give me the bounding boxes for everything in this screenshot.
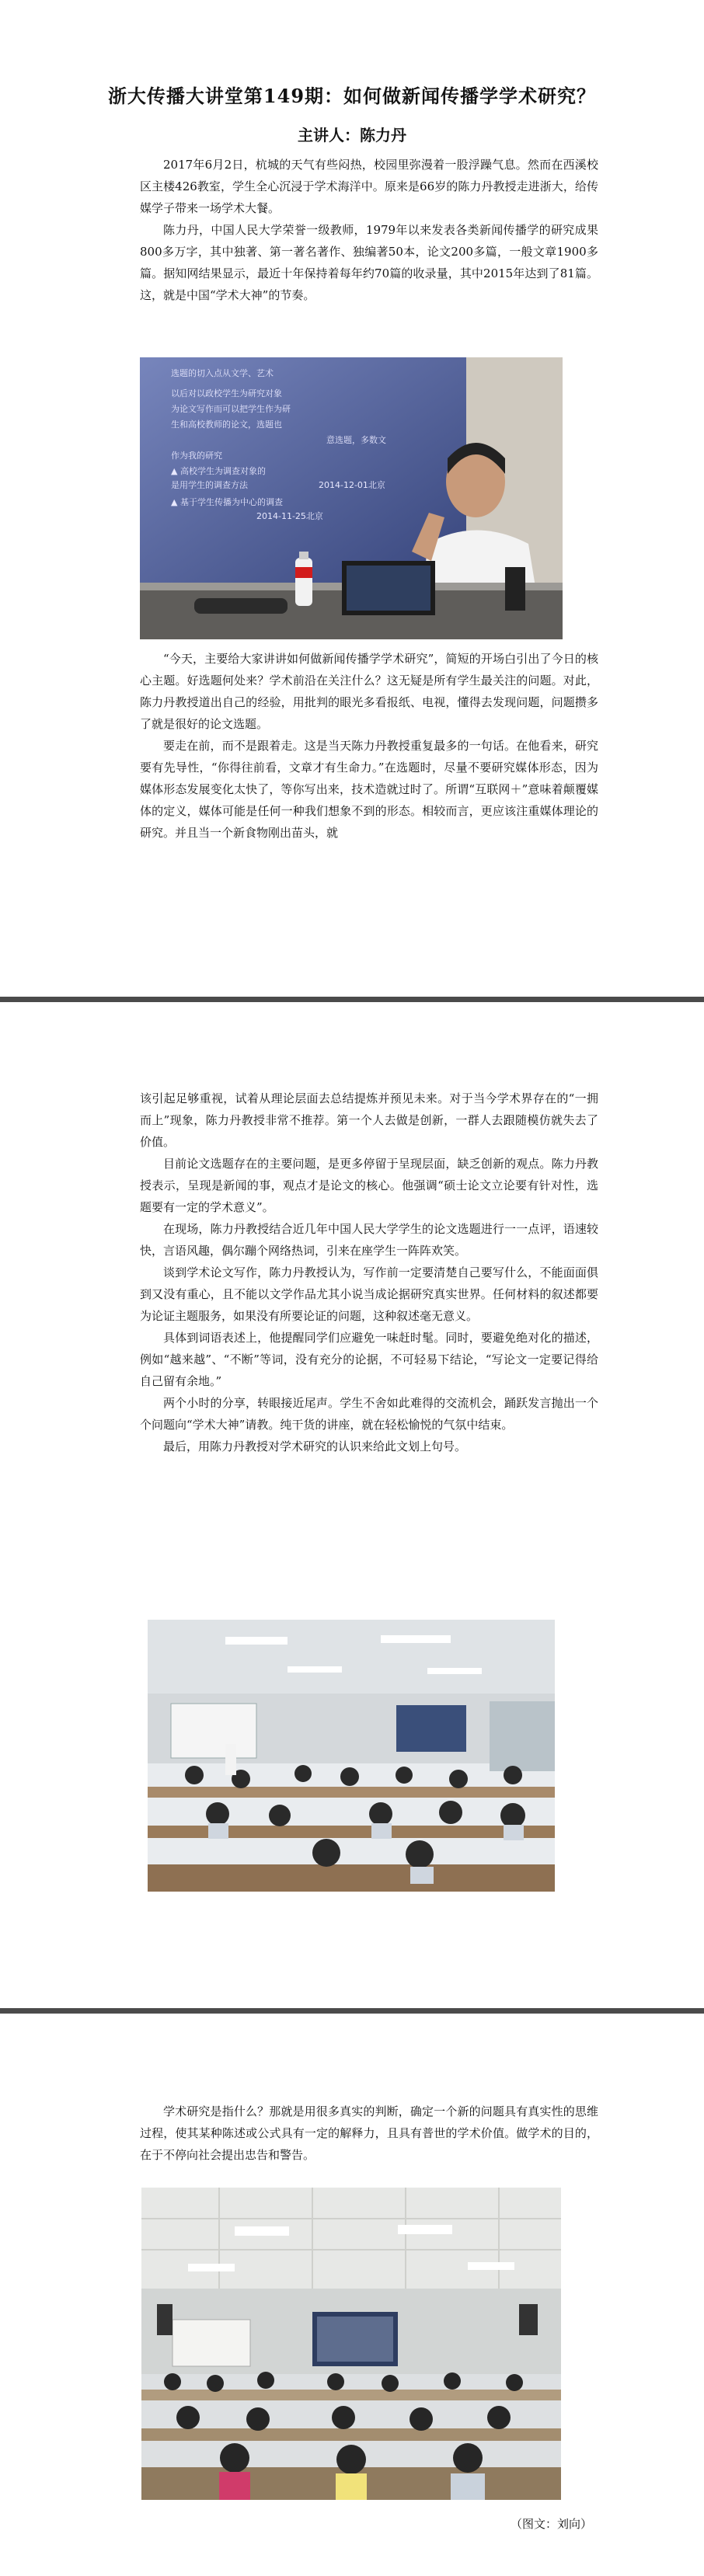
- page-separator: [0, 997, 704, 1002]
- page-1: [0, 0, 704, 997]
- slide-line: 以后对以政校学生为研究对象: [171, 388, 282, 399]
- page1-text-top: [140, 154, 598, 306]
- paragraph: 具体到词语表述上，他提醒同学们应避免一味赶时髦。同时，要避免绝对化的描述，例如“越来越”、“不断”等词，没有充分的论据，不可轻易下结论，“写论文一定要记得给自己留有余地。”: [140, 1331, 598, 1388]
- lecture-photo-speaker: [140, 357, 563, 639]
- paragraph: 该引起足够重视，试着从理论层面去总结提炼并预见未来。对于当今学术界存在的“一拥而上”现象，陈力丹教授非常不推荐。第一个人去做是创新，一群人去跟随模仿就失去了价值。: [140, 1091, 598, 1149]
- paragraph: “今天，主要给大家讲讲如何做新闻传播学学术研究”，简短的开场白引出了今日的核心主题。好选题何处来？学术前沿在关注什么？这无疑是所有学生最关注的问题。对此，陈力丹教授道出自己的经验，用批判的眼光多看报纸、电视，懂得去发现问题，问题攒多了就是很好的论文选题。: [140, 652, 598, 731]
- paragraph: 两个小时的分享，转眼接近尾声。学生不舍如此难得的交流机会，踊跃发言抛出一个个问题向“学术大神”请教。纯干货的讲座，就在轻松愉悦的气氛中结束。: [140, 1396, 598, 1432]
- page-3: [0, 2014, 704, 2576]
- paragraph: 要走在前，而不是跟着走。这是当天陈力丹教授重复最多的一句话。在他看来，研究要有先导性，“你得往前看，文章才有生命力。”在选题时，尽量不要研究媒体形态，因为媒体形态发展变化太快了，等你写出来，技术造就过时了。所谓“互联网＋”意味着颠覆媒体的定义，媒体可能是任何一种我们想象不到的形态。相较而言，更应该注重媒体理论的研究。并且当一个新食物刚出苗头，就: [140, 739, 598, 840]
- paragraph: 谈到学术论文写作，陈力丹教授认为，写作前一定要清楚自己要写什么，不能面面俱到又没有重心，且不能以文学作品尤其小说当成论据研究真实世界。任何材料的叙述都要为论证主题服务，如果没有所要论证的问题，这种叙述毫无意义。: [140, 1265, 598, 1323]
- slide-line: ▲ 基于学生传播为中心的调查: [171, 497, 283, 507]
- article-host: 主讲人：陈力丹: [298, 126, 406, 144]
- slide-line: ▲ 高校学生为调查对象的: [171, 466, 266, 476]
- page-separator: [0, 2008, 704, 2014]
- slide-line: 选题的切入点从文学、艺术: [171, 368, 274, 378]
- paragraph: 在现场，陈力丹教授结合近几年中国人民大学学生的论文选题进行一一点评，语速较快，言语风趣，偶尔蹦个网络热词，引来在座学生一阵阵欢笑。: [140, 1222, 598, 1258]
- lecture-photo-audience: [141, 2188, 561, 2500]
- page-2: [0, 1002, 704, 2008]
- page2-text: [140, 1088, 598, 1457]
- slide-line: 生和高校教师的论文，选题也: [171, 419, 282, 430]
- slide-line: 2014-11-25北京: [256, 511, 323, 521]
- slide-line: 2014-12-01北京: [319, 480, 385, 490]
- slide-line: 为论文写作而可以把学生作为研: [171, 404, 291, 414]
- paragraph: 学术研究是指什么？那就是用很多真实的判断，确定一个新的问题具有真实性的思维过程，使其某种陈述或公式具有一定的解释力，且具有普世的学术价值。做学术的目的，在于不停向社会提出忠告和警告。: [140, 2104, 598, 2162]
- slide-line: 作为我的研究: [171, 451, 222, 461]
- article-title: 浙大传播大讲堂第149期：如何做新闻传播学学术研究？: [107, 85, 597, 107]
- image-credit: （图文：刘向）: [510, 2517, 592, 2531]
- page3-text: [140, 2101, 598, 2166]
- lecture-photo-classroom: [148, 1620, 555, 1892]
- page1-text-bottom: [140, 648, 598, 844]
- paragraph: 陈力丹，中国人民大学荣誉一级教师，1979年以来发表各类新闻传播学的研究成果800多万字，其中独著、第一著名著作、独编著50本，论文200多篇，一般文章1900多篇。据知网结果显示，最近十年保持着每年约70篇的收录量，其中2015年达到了81篇。这，就是中国“学术大神”的节奏。: [140, 223, 598, 302]
- paragraph: 2017年6月2日，杭城的天气有些闷热，校园里弥漫着一股浮躁气息。然而在西溪校区主楼426教室，学生全心沉浸于学术海洋中。原来是66岁的陈力丹教授走进浙大，给传媒学子带来一场学术大餐。: [140, 158, 598, 215]
- paragraph: 目前论文选题存在的主要问题，是更多停留于呈现层面，缺乏创新的观点。陈力丹教授表示，呈现是新闻的事，观点才是论文的核心。他强调“硕士论文立论要有针对性，选题要有一定的学术意义”。: [140, 1157, 598, 1214]
- paragraph: 最后，用陈力丹教授对学术研究的认识来给此文划上句号。: [163, 1439, 467, 1453]
- slide-line: 意选题，多数文: [326, 435, 386, 445]
- slide-line: 是用学生的调查方法: [171, 480, 248, 490]
